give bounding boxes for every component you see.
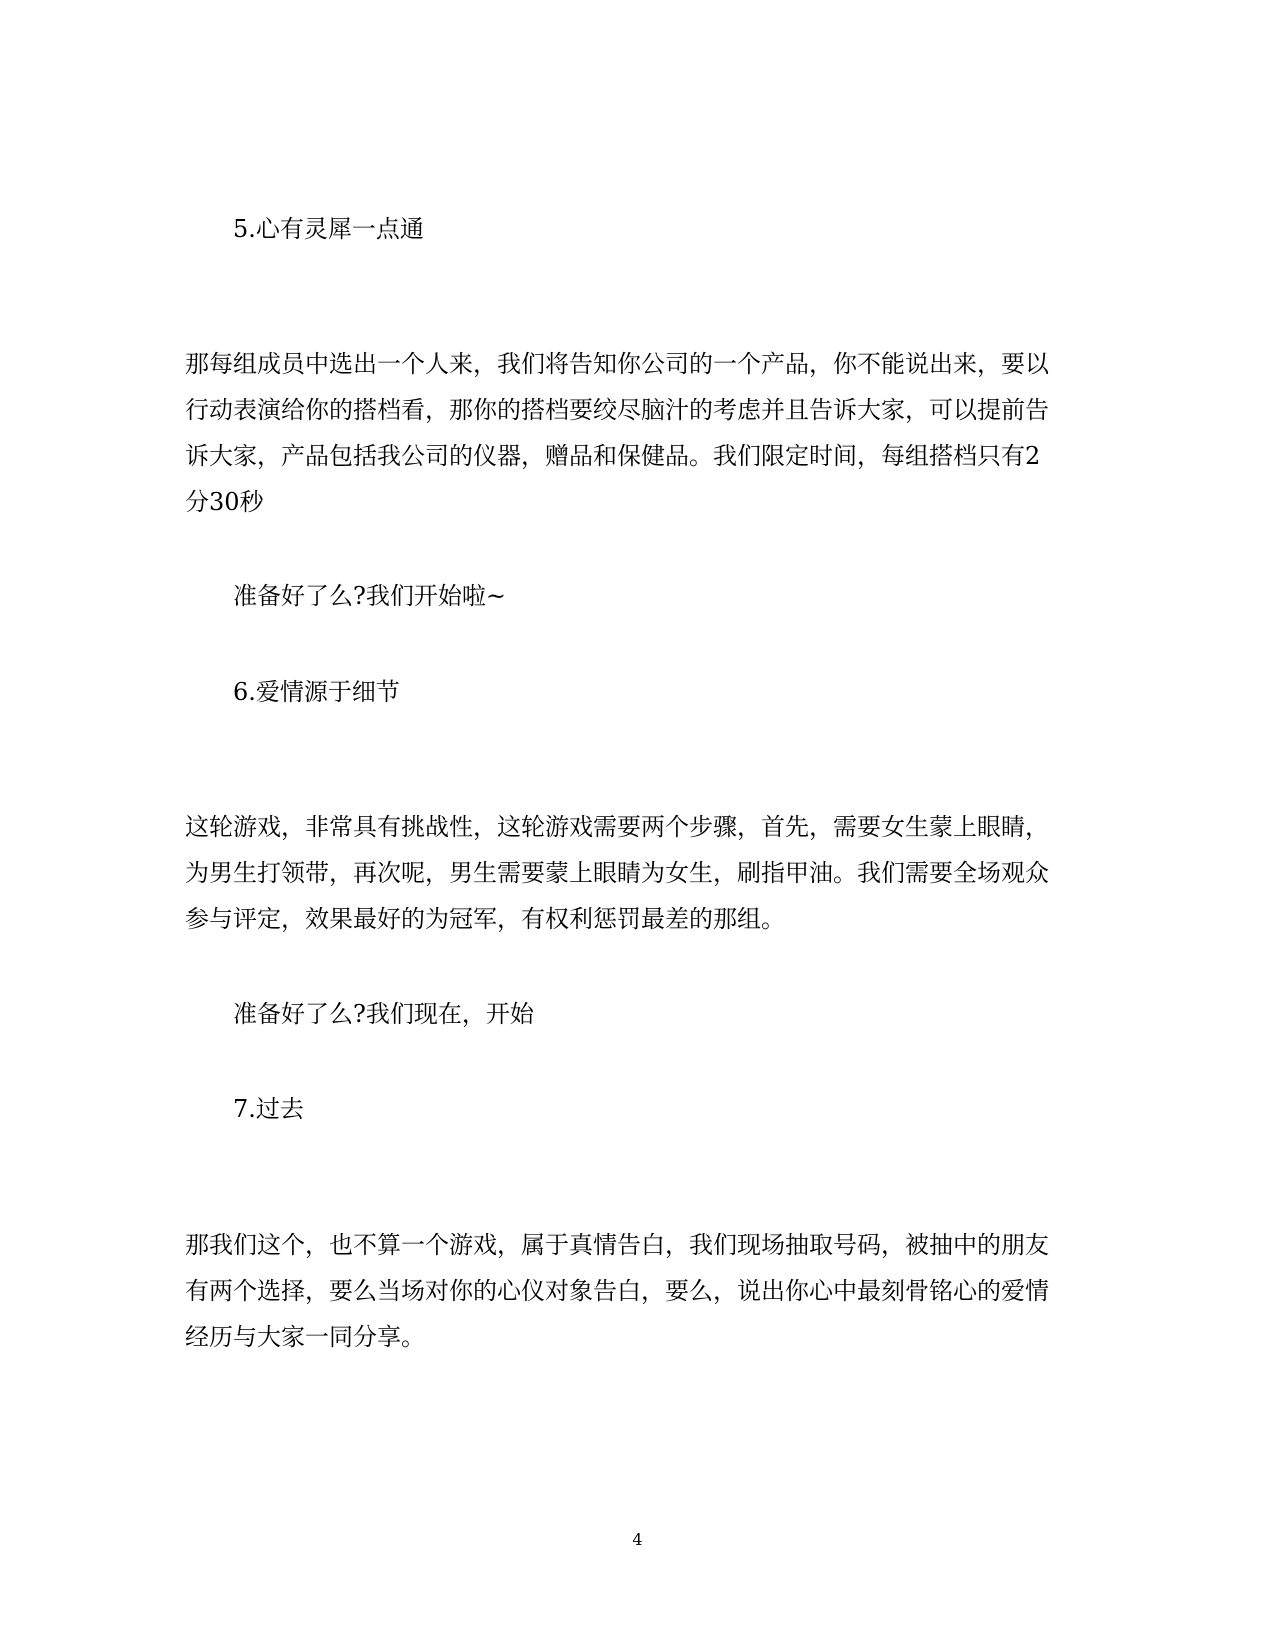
paragraph-line: 那每组成员中选出一个人来，我们将告知你公司的一个产品，你不能说出来，要以 [185, 350, 1049, 378]
paragraph-line: 为男生打领带，再次呢，男生需要蒙上眼睛为女生，刷指甲油。我们需要全场观众 [185, 859, 1049, 887]
section-cta-5: 准备好了么?我们开始啦~ [233, 582, 506, 610]
section-heading-5: 5.心有灵犀一点通 [233, 215, 424, 243]
paragraph-line: 分30秒 [185, 488, 264, 516]
paragraph-line: 行动表演给你的搭档看，那你的搭档要绞尽脑汁的考虑并且告诉大家，可以提前告 [185, 396, 1049, 424]
paragraph-line: 参与评定，效果最好的为冠军，有权利惩罚最差的那组。 [185, 905, 785, 933]
section-heading-7: 7.过去 [233, 1095, 304, 1123]
paragraph-line: 经历与大家一同分享。 [185, 1323, 425, 1351]
page-number: 4 [632, 1530, 643, 1549]
section-cta-6: 准备好了么?我们现在，开始 [233, 1000, 534, 1028]
paragraph-line: 有两个选择，要么当场对你的心仪对象告白，要么，说出你心中最刻骨铭心的爱情 [185, 1277, 1049, 1305]
paragraph-line: 诉大家，产品包括我公司的仪器，赠品和保健品。我们限定时间，每组搭档只有2 [185, 442, 1041, 470]
paragraph-line: 那我们这个，也不算一个游戏，属于真情告白，我们现场抽取号码，被抽中的朋友 [185, 1231, 1049, 1259]
paragraph-line: 这轮游戏，非常具有挑战性，这轮游戏需要两个步骤，首先，需要女生蒙上眼睛， [185, 813, 1049, 841]
section-heading-6: 6.爱情源于细节 [233, 678, 400, 706]
